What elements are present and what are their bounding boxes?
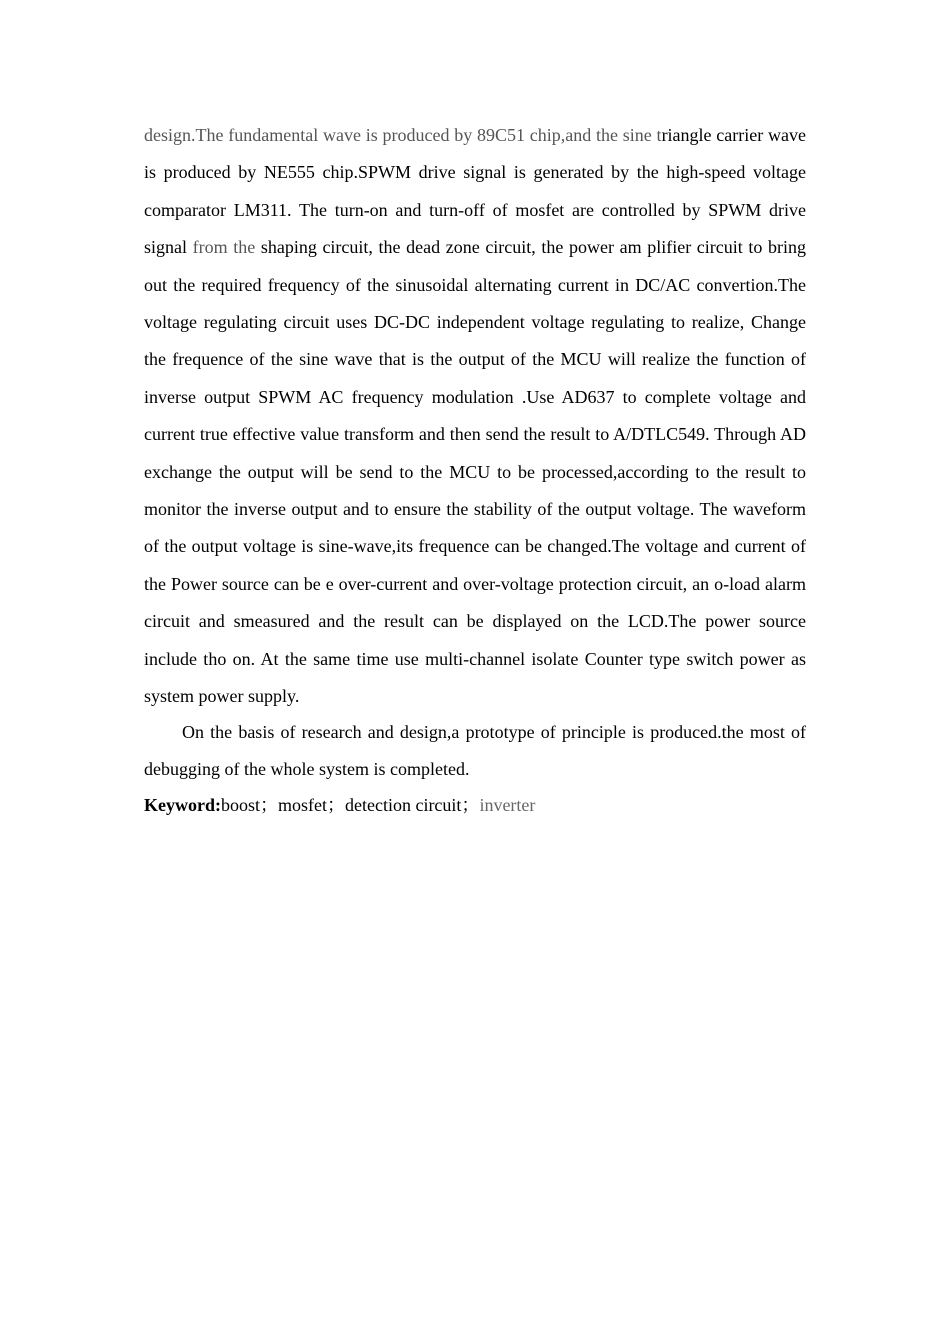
abstract-body [144, 117, 806, 823]
keywords-label: Keyword: [144, 795, 221, 816]
paragraph-1-text-b: shaping circuit, the dead zone circuit, the power am plifier circuit to bring out the required frequency of the sinusoidal alternating current in DC/AC convertion.The voltage regulating circuit uses DC-DC independent voltage regulating to realize, Change the frequence of the sine wave that is the output of the MCU will realize the function of inverse output SPWM AC frequency modulation .Use AD637 to complete voltage and current true effective value transform and then send the result to A/DTLC549. Through AD exchange the output will be send to the MCU to be processed,according to the result to monitor the inverse output and to ensure the stability of the output voltage. The waveform of the output voltage is sine-wave,its frequence can be changed.The voltage and current of the Power source can be e over-current and over-voltage protection circuit, an o-load alarm circuit and smeasured and the result can be displayed on the LCD.The power source include tho on. At the same time use multi-channel isolate Counter type switch power as system power supply. [144, 237, 807, 707]
abstract-paragraph-1 [144, 117, 806, 716]
paragraph-1-gray-mid: from the [192, 237, 256, 258]
paragraph-1-text-a: riangle carrier wave is produced by NE555 chip.SPWM drive signal is generated by the high-speed voltage comparator LM311. The turn-on and turn-off of mosfet are controlled by SPWM drive signal [144, 125, 807, 258]
keywords-items: boost；mosfet；detection circuit； [220, 795, 480, 816]
keywords-line [144, 787, 806, 823]
abstract-paragraph-2: On the basis of research and design,a prototype of principle is produced.the most of debugging of the whole system is completed. [144, 721, 806, 779]
keyword-inverter: inverter [479, 795, 536, 816]
paragraph-1-gray-start: design.The fundamental wave is produced by 89C51 chip,and the sine t [144, 125, 662, 145]
